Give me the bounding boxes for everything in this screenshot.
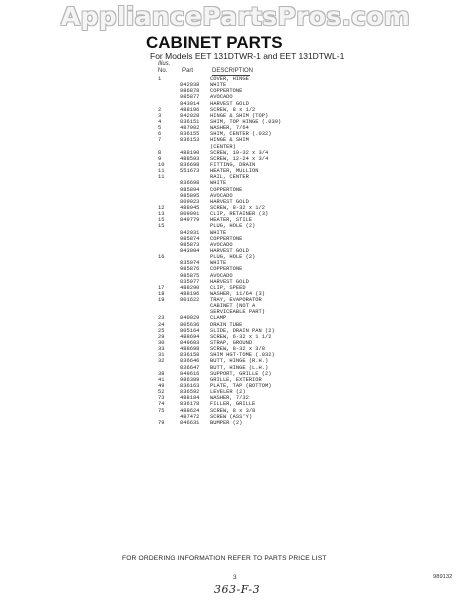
part-description: WHITE: [210, 229, 227, 236]
part-description: AVOCADO: [210, 192, 233, 199]
document-number: 989132: [433, 574, 453, 580]
col-illus-top: Illus.: [158, 61, 171, 67]
illus-number: 79: [158, 419, 165, 426]
illus-number: 29: [158, 333, 165, 340]
part-description: TRAY, EVAPORATOR: [210, 297, 262, 304]
page-title: CABINET PARTS: [146, 33, 283, 52]
part-description: HARVEST GOLD: [210, 278, 249, 285]
part-number: 985894: [180, 186, 200, 193]
part-number: 801622: [180, 297, 200, 304]
part-number: 835974: [180, 260, 200, 267]
illus-number: 2: [158, 106, 162, 113]
illus-number: 41: [158, 376, 165, 383]
part-number: 849779: [180, 217, 200, 224]
col-illus-no: No.: [158, 68, 168, 74]
part-description: CLIP, SPEED: [210, 284, 246, 291]
part-description: BUMPER (2): [210, 419, 243, 426]
part-description: SCREW, 12-24 x 3/4: [210, 155, 269, 162]
illus-number: 19: [158, 297, 165, 304]
part-number: 842031: [180, 229, 200, 236]
part-number: 836163: [180, 383, 200, 390]
part-description: STRAP, GROUND: [210, 340, 253, 347]
part-description: SERVICEABLE PART): [210, 309, 265, 316]
part-number: 985876: [180, 266, 200, 273]
part-description: SCREW, 8 x 1/2: [210, 106, 256, 113]
illus-number: 52: [158, 389, 165, 396]
page-number: 3: [233, 574, 237, 581]
part-description: HARVEST GOLD: [210, 198, 249, 205]
illus-number: 30: [158, 340, 165, 347]
part-description: AVOCADO: [210, 272, 233, 279]
illus-number: 33: [158, 346, 165, 353]
illus-number: 3: [158, 112, 162, 119]
part-number: 487472: [180, 413, 200, 420]
part-number: 488196: [180, 290, 200, 297]
part-description: COPPERTONE: [210, 235, 243, 242]
parts-row: [156, 420, 406, 426]
part-number: 488290: [180, 284, 200, 291]
illus-number: 17: [158, 284, 165, 291]
part-description: WASHER, 11/64 (3): [210, 290, 265, 297]
part-description: HINGE & SHIM (TOP): [210, 112, 269, 119]
illus-number: 24: [158, 321, 165, 328]
illus-number: 6: [158, 131, 162, 138]
part-number: 488593: [180, 155, 200, 162]
illus-number: 16: [158, 254, 165, 261]
part-number: 836646: [180, 358, 200, 365]
part-description: HINGE & SHIM: [210, 137, 249, 144]
illus-number: 38: [158, 370, 165, 377]
illus-number: 10: [158, 161, 165, 168]
part-description: SCREW, 8-32 x 3/8: [210, 346, 265, 353]
illus-number: 74: [158, 401, 165, 408]
illus-number: 31: [158, 352, 165, 359]
illus-number: 1: [158, 76, 162, 82]
illus-number: 7: [158, 137, 162, 144]
illus-number: 18: [158, 290, 165, 297]
ordering-note: FOR ORDERING INFORMATION REFER TO PARTS PRICE LIST: [122, 555, 327, 562]
part-description: HEATER, MULLION: [210, 168, 259, 175]
part-description: RAIL, CENTER: [210, 174, 249, 181]
part-description: LEVELER (2): [210, 389, 246, 396]
part-description: PLUG, HOLE (2): [210, 254, 256, 261]
part-description: WHITE: [210, 82, 227, 89]
part-description: BUTT, HINGE (R.H.): [210, 358, 269, 365]
part-number: 840029: [180, 315, 200, 322]
part-number: 809023: [180, 198, 200, 205]
part-number: 985875: [180, 272, 200, 279]
part-number: 985874: [180, 235, 200, 242]
part-number: 488190: [180, 149, 200, 156]
part-description: FITTING, DRAIN: [210, 161, 256, 168]
part-description: SHIM, CENTER (.032): [210, 131, 272, 138]
part-number: 843004: [180, 247, 200, 254]
part-number: 836158: [180, 352, 200, 359]
parts-list: [156, 76, 406, 426]
part-number: 849603: [180, 340, 200, 347]
part-description: CLAMP: [210, 315, 227, 322]
part-number: 488694: [180, 333, 200, 340]
part-description: BUTT, HINGE (L.H.): [210, 364, 269, 371]
part-number: 805164: [180, 327, 200, 334]
part-number: 487902: [180, 125, 200, 132]
illus-number: 11: [158, 174, 165, 181]
handwritten-reference: 363-F-3: [214, 583, 261, 596]
part-number: 836178: [180, 401, 200, 408]
part-number: 986389: [180, 376, 200, 383]
part-number: 985877: [180, 94, 200, 101]
part-description: SLIDE, DRAIN PAN (2): [210, 327, 275, 334]
illus-number: 15: [158, 217, 165, 224]
part-number: 836698: [180, 180, 200, 187]
part-description: CABINET (NOT A: [210, 303, 256, 310]
part-description: SUPPORT, GRILLE (2): [210, 370, 272, 377]
part-description: SCREW (ASS'Y): [210, 413, 253, 420]
part-description: COVER, HINGE: [210, 76, 249, 82]
part-description: SHIM, TOP HINGE (.030): [210, 118, 282, 125]
illus-number: 23: [158, 315, 165, 322]
part-number: 985895: [180, 192, 200, 199]
illus-number: 12: [158, 204, 165, 211]
site-watermark: AppliancePartsPros.com: [60, 2, 411, 31]
part-number: 488184: [180, 395, 200, 402]
part-number: 488698: [180, 346, 200, 353]
illus-number: 13: [158, 211, 165, 218]
part-number: 835977: [180, 278, 200, 285]
part-number: 846631: [180, 419, 200, 426]
illus-number: 32: [158, 358, 165, 365]
part-number: 836647: [180, 364, 200, 371]
part-number: 805636: [180, 321, 200, 328]
illus-number: 49: [158, 383, 165, 390]
illus-number: 4: [158, 118, 162, 125]
part-description: WASHER, 7/64: [210, 125, 249, 132]
part-description: SCREW, 8-32 x 1/2: [210, 204, 265, 211]
illus-number: 11: [158, 168, 165, 175]
page-subtitle: For Models EET 131DTWR-1 and EET 131DTWL-1: [150, 51, 345, 61]
part-description: PLUG, HOLE (2): [210, 223, 256, 230]
part-number: 842028: [180, 112, 200, 119]
part-description: WHITE: [210, 260, 227, 267]
part-description: SHIM HGT-TOME (.032): [210, 352, 275, 359]
illus-number: 73: [158, 395, 165, 402]
part-number: 488196: [180, 106, 200, 113]
illus-number: 75: [158, 407, 165, 414]
part-number: 836592: [180, 389, 200, 396]
part-description: COPPERTONE: [210, 88, 243, 95]
part-number: 849616: [180, 370, 200, 377]
part-number: 488624: [180, 407, 200, 414]
col-part: Part: [182, 68, 194, 74]
part-description: HEATER, STILE: [210, 217, 253, 224]
illus-number: 25: [158, 327, 165, 334]
part-number: 986878: [180, 88, 200, 95]
part-description: HARVEST GOLD: [210, 247, 249, 254]
part-number: 836698: [180, 161, 200, 168]
illus-number: 9: [158, 155, 162, 162]
col-description: DESCRIPTION: [212, 68, 254, 74]
part-number: 836155: [180, 131, 200, 138]
part-number: 836151: [180, 118, 200, 125]
part-description: SCREW, 10-32 x 3/4: [210, 149, 269, 156]
part-description: CLIP, RETAINER (3): [210, 211, 269, 218]
part-number: 843014: [180, 100, 200, 107]
part-description: PLATE, TAP (BOTTOM): [210, 383, 272, 390]
part-description: WHITE: [210, 180, 227, 187]
part-description: AVOCADO: [210, 94, 233, 101]
part-number: 842038: [180, 82, 200, 89]
part-description: SCREW, 6-32 x 1 1/2: [210, 333, 272, 340]
part-description: GRILLE, EXTERIOR: [210, 376, 262, 383]
part-description: AVOCADO: [210, 241, 233, 248]
part-number: 488945: [180, 204, 200, 211]
part-number: 809091: [180, 211, 200, 218]
part-description: (CENTER): [210, 143, 236, 150]
part-number: 985873: [180, 241, 200, 248]
part-description: SCREW, 8 x 3/8: [210, 407, 256, 414]
part-description: COPPERTONE: [210, 186, 243, 193]
part-number: 836153: [180, 137, 200, 144]
part-description: HARVEST GOLD: [210, 100, 249, 107]
illus-number: 15: [158, 223, 165, 230]
part-description: FILLER, GRILLE: [210, 401, 256, 408]
part-description: DRAIN TUBE: [210, 321, 243, 328]
illus-number: 8: [158, 149, 162, 156]
illus-number: 5: [158, 125, 162, 132]
part-number: 551673: [180, 168, 200, 175]
part-description: WASHER, 7/32: [210, 395, 249, 402]
part-description: COPPERTONE: [210, 266, 243, 273]
